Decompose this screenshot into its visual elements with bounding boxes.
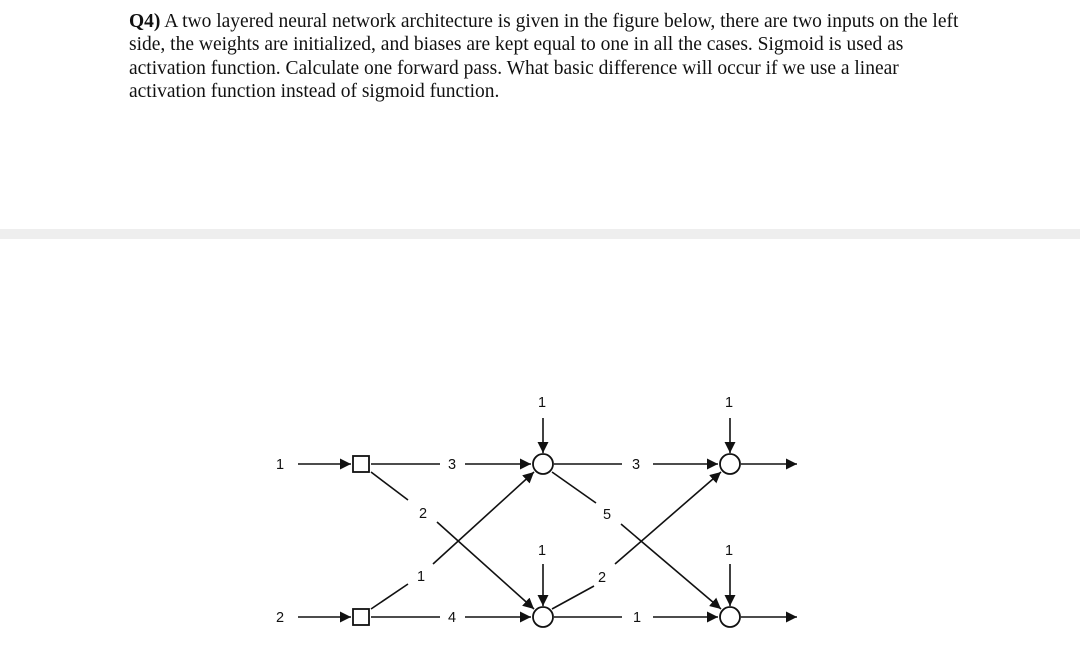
weight-l2-bottom-to-top: 2 — [598, 570, 607, 586]
question-number: Q4) — [129, 11, 161, 32]
bias-l2-bottom-label: 1 — [725, 543, 734, 559]
question-body: A two layered neural network architecture is given in the figure below, there are two inputs on the left side, the weights are initialized, and biases are kept equal to one in all the cases. Sigmoid is used as activation function. Calculate one forward pass. What basic difference will occur if we use a linear activation function instead of sigmoid function. — [129, 11, 959, 102]
weight-l1-bottom-to-top: 1 — [417, 569, 426, 585]
output-node-top — [720, 454, 740, 474]
bias-l1-top-label: 1 — [538, 395, 547, 411]
output-node-bottom — [720, 607, 740, 627]
edge-l2-top-to-bottom-b — [621, 524, 721, 609]
edge-l2-top-to-bottom-a — [552, 472, 596, 503]
weight-l1-top-to-bottom: 2 — [419, 506, 428, 522]
bias-l1-bottom-label: 1 — [538, 543, 547, 559]
hidden-node-top — [533, 454, 553, 474]
edge-l2-bottom-to-top-b — [615, 472, 721, 564]
input-node-2 — [353, 609, 369, 625]
edge-l1-bottom-to-top-a — [371, 584, 408, 609]
edge-l1-top-to-bottom-b — [437, 522, 534, 609]
weight-l1-top-straight: 3 — [448, 457, 457, 473]
weight-l2-top-to-bottom: 5 — [603, 507, 612, 523]
weight-l1-bottom-straight: 4 — [448, 610, 457, 626]
weight-l2-bottom-straight: 1 — [633, 610, 642, 626]
input-2-label: 2 — [276, 610, 285, 626]
edge-l1-bottom-to-top-b — [433, 472, 534, 564]
edge-l2-bottom-to-top-a — [552, 586, 594, 609]
input-1-label: 1 — [276, 457, 285, 473]
hidden-node-bottom — [533, 607, 553, 627]
edge-l1-top-to-bottom-a — [371, 472, 408, 500]
bias-l2-top-label: 1 — [725, 395, 734, 411]
weight-l2-top-straight: 3 — [632, 457, 641, 473]
input-node-1 — [353, 456, 369, 472]
